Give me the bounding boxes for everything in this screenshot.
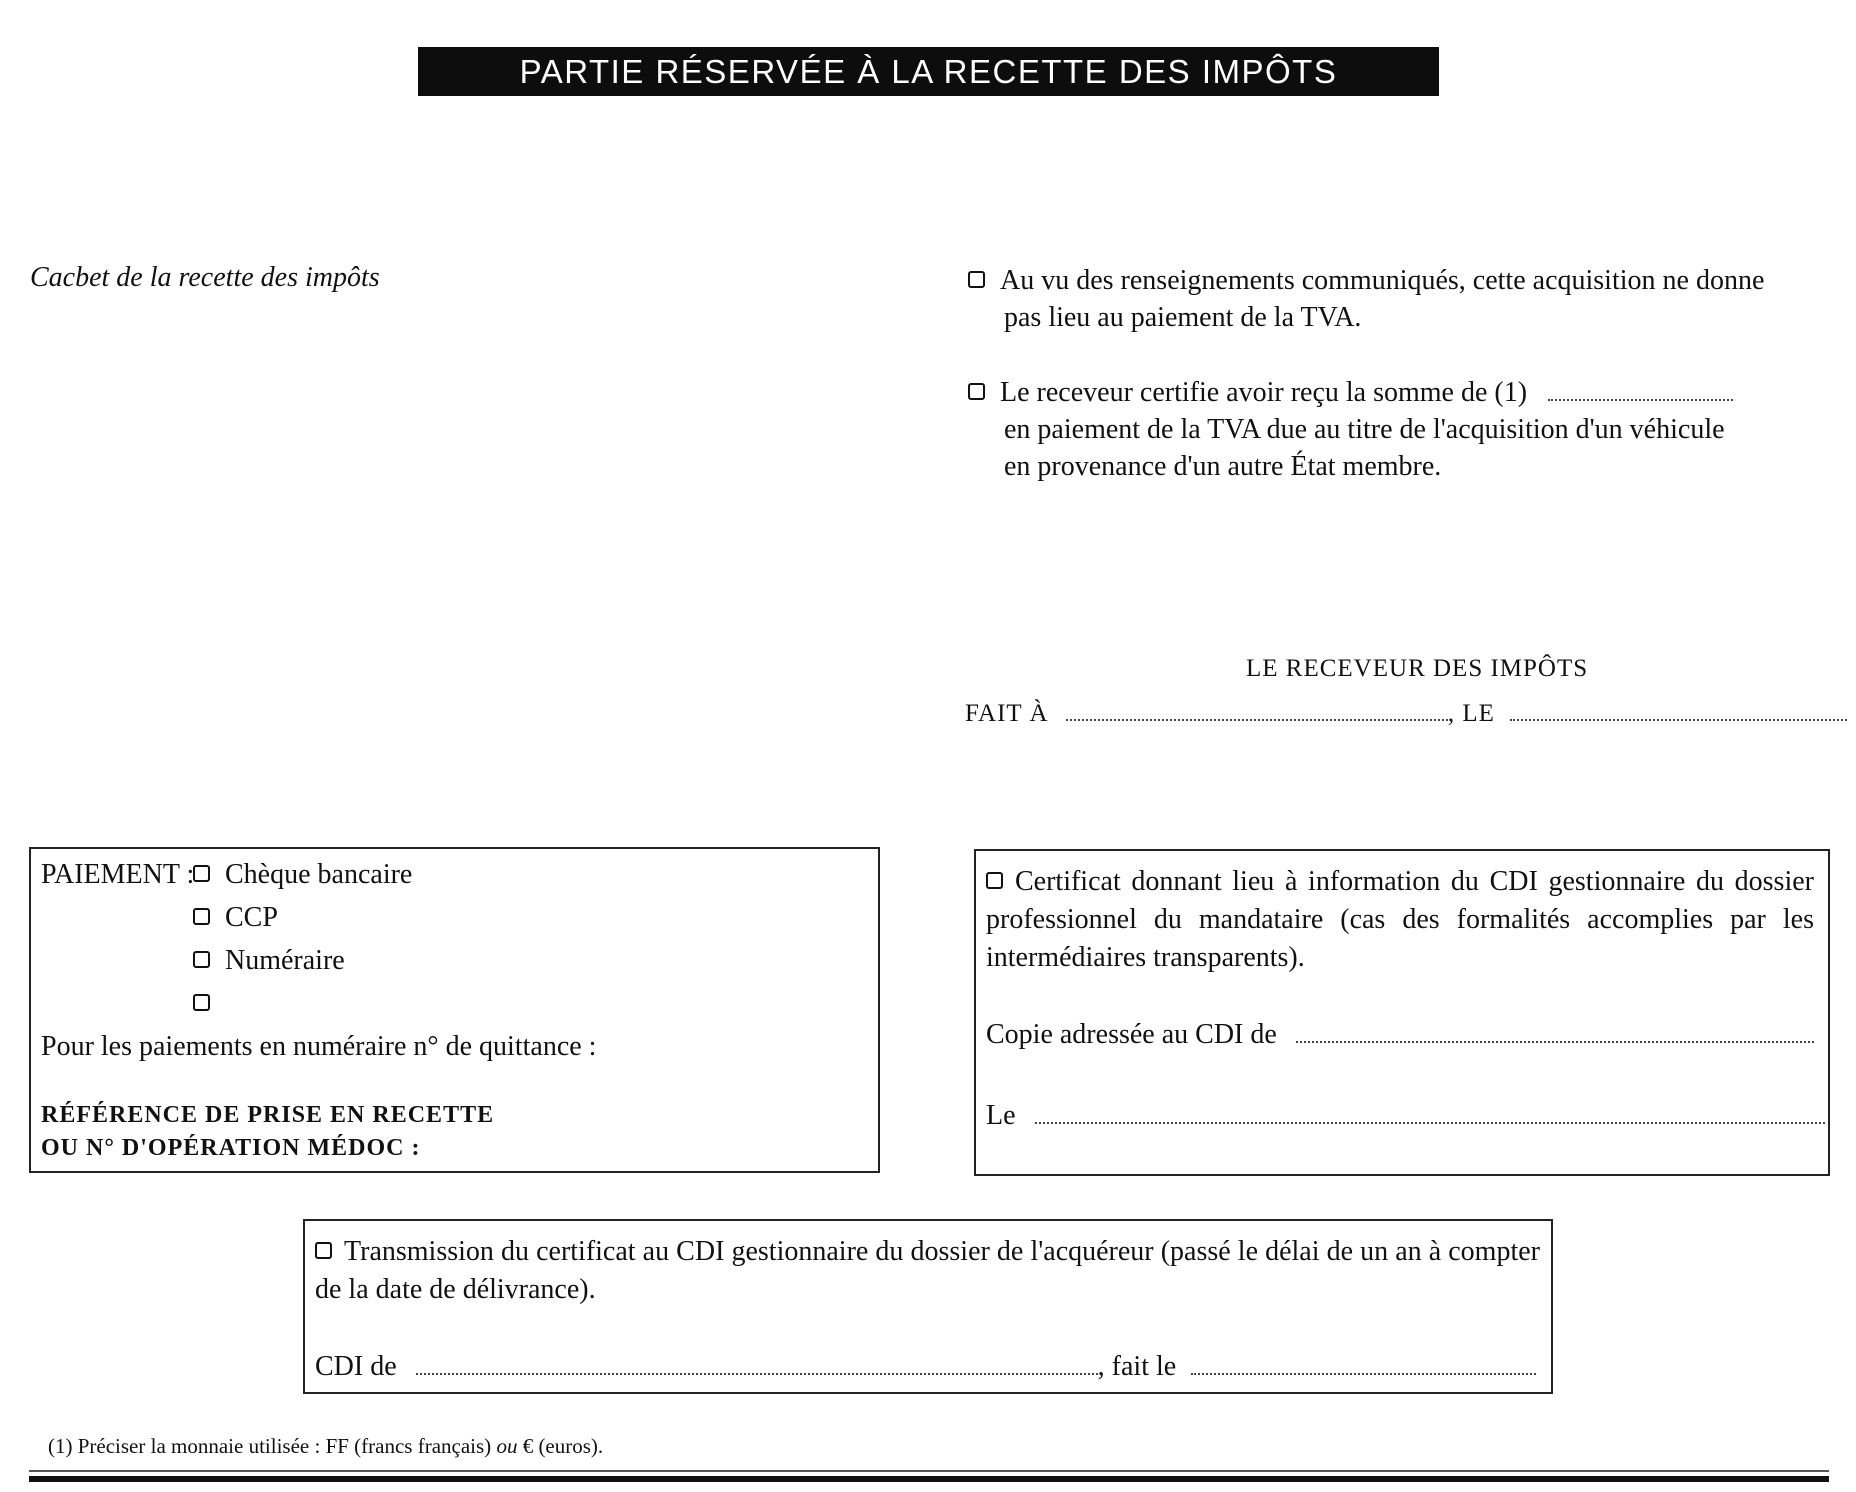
checkbox-cheque[interactable] <box>193 865 210 882</box>
footnote <box>48 1434 603 1459</box>
transmission-text: Transmission du certificat au CDI gestionnaire du dossier de l'acquéreur (passé le délai de un an à compter de la date de délivrance). <box>315 1236 1540 1305</box>
option-vat-paid <box>968 374 1828 485</box>
cert-le-label: Le <box>986 1100 1016 1131</box>
payment-choice-ccp[interactable] <box>193 900 278 936</box>
payment-choice-numeraire[interactable] <box>193 943 345 979</box>
copie-line <box>986 1019 1814 1051</box>
transmission-text-block <box>315 1233 1540 1309</box>
checkbox-other[interactable] <box>193 994 210 1011</box>
certificat-text: Certificat donnant lieu à information du CDI gestionnaire du dossier professionnel du mandataire (cas des formalités accomplies par les intermédiaires transparents). <box>986 866 1814 973</box>
payment-choice-other[interactable] <box>193 986 225 1022</box>
header-title: PARTIE RÉSERVÉE À LA RECETTE DES IMPÔTS <box>519 52 1338 90</box>
header-bar <box>418 47 1439 96</box>
footnote-prefix: (1) Préciser la monnaie utilisée : FF (francs français) <box>48 1434 492 1458</box>
payment-choice-cheque[interactable] <box>193 857 412 893</box>
cachet-label: Cacbet de la recette des impôts <box>30 262 380 293</box>
checkbox-vat-paid[interactable] <box>968 383 985 400</box>
checkbox-transmission[interactable] <box>315 1242 332 1259</box>
no-vat-text-1: Au vu des renseignements communiqués, cette acquisition ne donne <box>1000 265 1765 296</box>
payment-choice-label: Numéraire <box>225 945 345 976</box>
transmission-cdi-line <box>315 1351 1536 1383</box>
certificat-box <box>974 849 1830 1176</box>
certificat-text-block <box>986 863 1814 977</box>
checkbox-ccp[interactable] <box>193 908 210 925</box>
checkbox-numeraire[interactable] <box>193 951 210 968</box>
payment-label: PAIEMENT : <box>41 859 195 890</box>
amount-field[interactable] <box>1548 399 1733 401</box>
quittance-label: Pour les paiements en numéraire n° de quittance : <box>41 1031 597 1062</box>
bottom-rule-thin <box>29 1470 1829 1472</box>
payment-choice-label: Chèque bancaire <box>225 859 413 890</box>
date-field[interactable] <box>1510 719 1847 721</box>
cert-date-field[interactable] <box>1035 1122 1825 1124</box>
cdi-field[interactable] <box>416 1373 1098 1375</box>
cdi-de-label: CDI de <box>315 1351 397 1382</box>
transmission-date-field[interactable] <box>1191 1373 1536 1375</box>
reference-line-1: RÉFÉRENCE DE PRISE EN RECETTE <box>41 1102 495 1128</box>
payment-choice-label: CCP <box>225 902 278 933</box>
transmission-box <box>303 1219 1553 1394</box>
fait-le-label: , fait le <box>1097 1351 1177 1382</box>
no-vat-text-2: pas lieu au paiement de la TVA. <box>1004 302 1362 333</box>
bottom-rule <box>29 1476 1829 1482</box>
option-no-vat <box>968 262 1828 336</box>
checkbox-no-vat[interactable] <box>968 271 985 288</box>
copie-label: Copie adressée au CDI de <box>986 1019 1277 1050</box>
footnote-suffix: € (euros). <box>522 1434 604 1458</box>
receveur-title: LE RECEVEUR DES IMPÔTS <box>1246 655 1589 682</box>
vat-paid-text-2: en paiement de la TVA due au titre de l'acquisition d'un véhicule <box>1004 414 1725 445</box>
fait-a-label: FAIT À <box>965 700 1049 727</box>
le-label: , LE <box>1447 700 1495 727</box>
copie-field[interactable] <box>1296 1041 1814 1043</box>
checkbox-certificat[interactable] <box>986 872 1003 889</box>
fait-a-field[interactable] <box>1066 719 1448 721</box>
vat-paid-text-1: Le receveur certifie avoir reçu la somme de (1) <box>1000 377 1528 408</box>
cert-date-line <box>986 1100 1825 1132</box>
vat-paid-text-3: en provenance d'un autre État membre. <box>1004 451 1442 482</box>
fait-line <box>965 700 1847 728</box>
reference-line-2: OU N° D'OPÉRATION MÉDOC : <box>41 1135 421 1161</box>
payment-box <box>29 847 880 1173</box>
reference-label <box>41 1099 494 1165</box>
footnote-ou: ou <box>496 1434 518 1458</box>
